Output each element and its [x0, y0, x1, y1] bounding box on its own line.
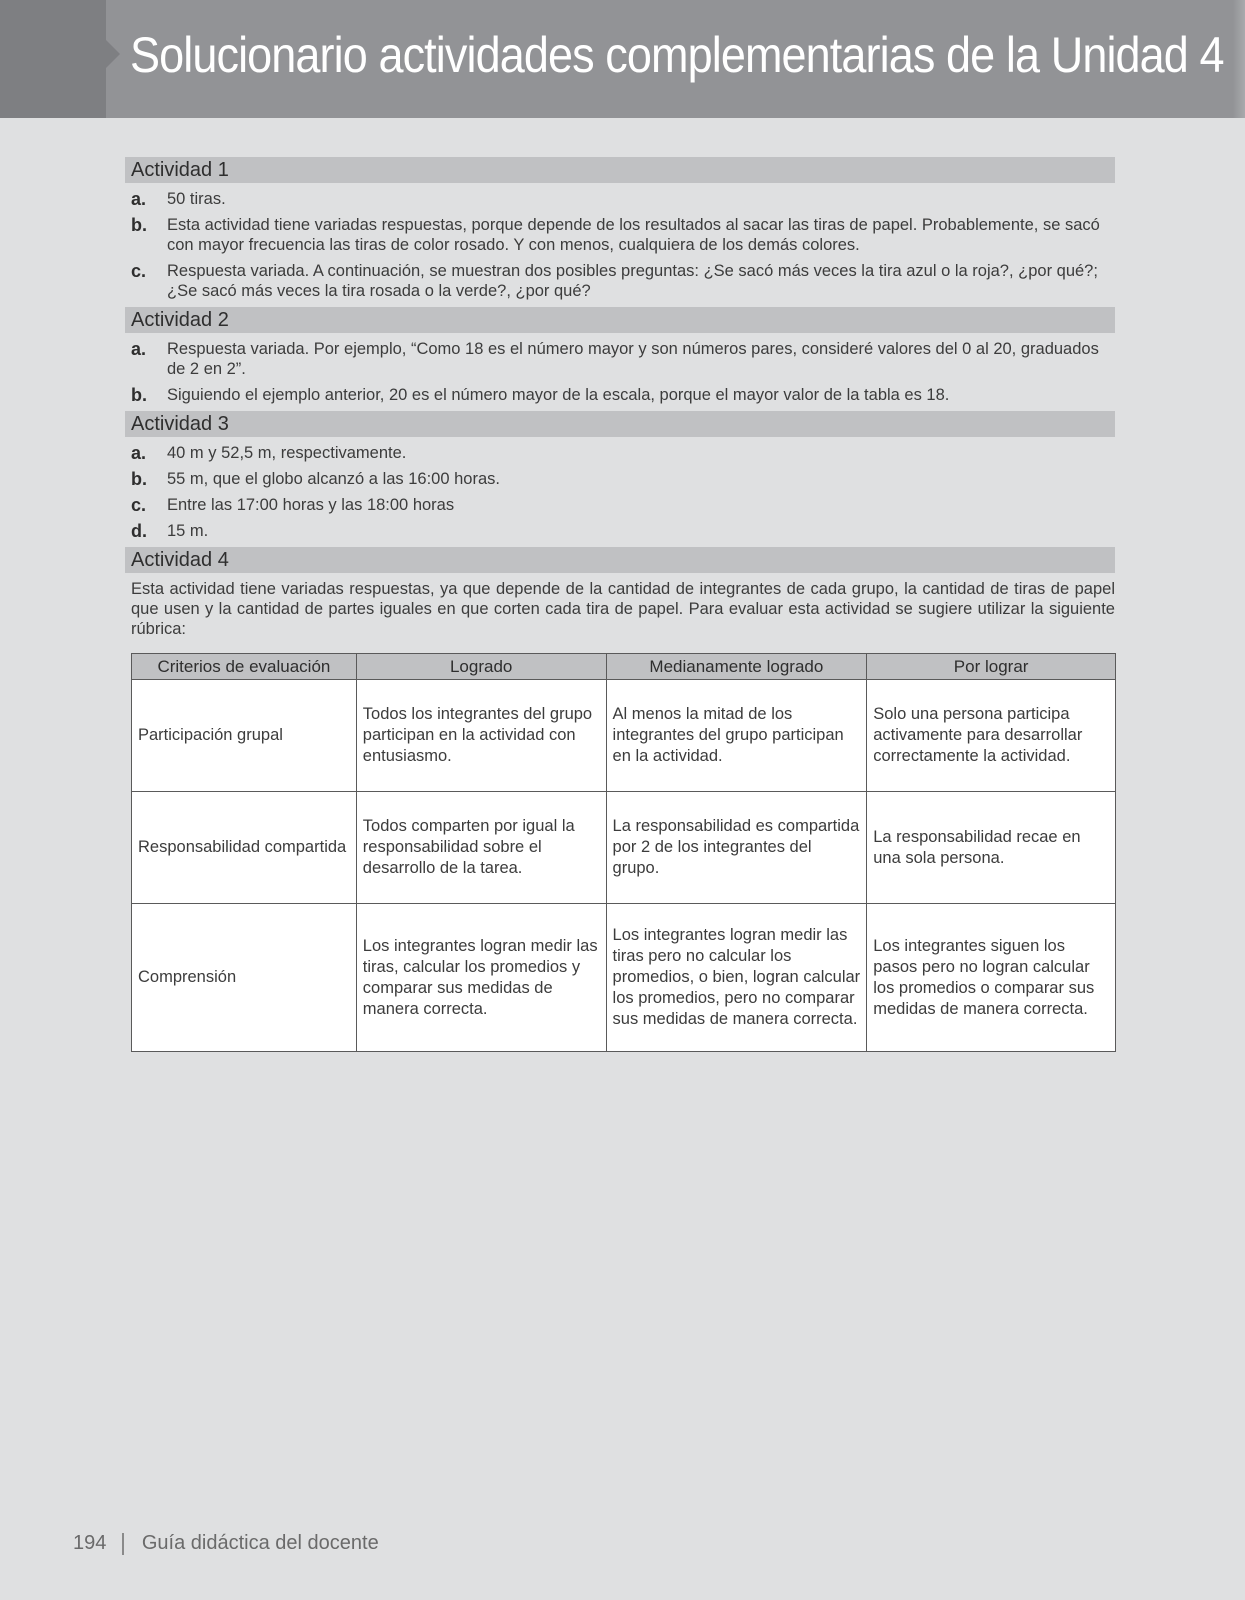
table-cell: La responsabilidad recae en una sola persona. — [867, 792, 1116, 904]
list-item — [125, 521, 1115, 541]
list-item — [125, 495, 1115, 515]
table-header-row — [132, 654, 1116, 680]
list-item — [125, 385, 1115, 405]
header-edge — [1233, 0, 1245, 118]
section-title-actividad-3: Actividad 3 — [125, 411, 1115, 437]
item-text: Entre las 17:00 horas y las 18:00 horas — [167, 496, 455, 514]
item-letter: a. — [131, 339, 147, 359]
item-text: Siguiendo el ejemplo anterior, 20 es el número mayor de la escala, porque el mayor valor de la tabla es 18. — [167, 386, 950, 404]
page-footer — [73, 1532, 379, 1555]
table-cell: Responsabilidad compartida — [132, 792, 357, 904]
item-letter: c. — [131, 495, 147, 515]
table-cell: Los integrantes logran medir las tiras pero no calcular los promedios, o bien, logran calcular los promedios, pero no comparar sus medidas de manera correcta. — [606, 904, 867, 1052]
table-cell: Solo una persona participa activamente para desarrollar correctamente la actividad. — [867, 680, 1116, 792]
item-letter: d. — [131, 521, 147, 541]
list-item — [125, 469, 1115, 489]
table-header-cell: Medianamente logrado — [606, 654, 867, 680]
item-text: Respuesta variada. A continuación, se muestran dos posibles preguntas: ¿Se sacó más veces la tira azul o la roja?, ¿por qué?; ¿Se sacó más veces la tira rosada o la verde?, ¿por qué? — [167, 262, 1098, 300]
rubric-table — [131, 653, 1116, 1052]
table-cell: Todos los integrantes del grupo participan en la actividad con entusiasmo. — [356, 680, 606, 792]
item-text: 50 tiras. — [167, 190, 226, 208]
item-text: 55 m, que el globo alcanzó a las 16:00 horas. — [167, 470, 500, 488]
section-title-actividad-1: Actividad 1 — [125, 157, 1115, 183]
item-letter: b. — [131, 385, 147, 405]
item-letter: b. — [131, 469, 147, 489]
section-title-actividad-4: Actividad 4 — [125, 547, 1115, 573]
table-cell: Todos comparten por igual la responsabilidad sobre el desarrollo de la tarea. — [356, 792, 606, 904]
table-header-cell: Criterios de evaluación — [132, 654, 357, 680]
section-title-actividad-2: Actividad 2 — [125, 307, 1115, 333]
list-item — [125, 189, 1115, 209]
table-cell: Comprensión — [132, 904, 357, 1052]
actividad-4-paragraph: Esta actividad tiene variadas respuestas, ya que depende de la cantidad de integrantes de cada grupo, la cantidad de tiras de papel que usen y la cantidad de partes iguales en que corten cada tira de papel. Para evaluar esta actividad se sugiere utilizar la siguiente rúbrica: — [131, 580, 1115, 638]
table-header-cell: Logrado — [356, 654, 606, 680]
table-row — [132, 792, 1116, 904]
table-cell: Los integrantes logran medir las tiras, calcular los promedios y comparar sus medidas de manera correcta. — [356, 904, 606, 1052]
header-tab — [0, 0, 106, 118]
table-row — [132, 904, 1116, 1052]
page-title: Solucionario actividades complementarias de la Unidad 4 — [130, 27, 1224, 83]
book-title: Guía didáctica del docente — [141, 1532, 379, 1554]
list-item — [125, 339, 1115, 379]
footer-divider — [122, 1533, 124, 1555]
table-cell: Los integrantes siguen los pasos pero no logran calcular los promedios o comparar sus medidas de manera correcta. — [867, 904, 1116, 1052]
page-number: 194 — [73, 1532, 107, 1554]
table-cell: Participación grupal — [132, 680, 357, 792]
table-cell: Al menos la mitad de los integrantes del grupo participan en la actividad. — [606, 680, 867, 792]
item-letter: a. — [131, 189, 147, 209]
main-content — [125, 157, 1115, 1052]
item-text: 40 m y 52,5 m, respectivamente. — [167, 444, 407, 462]
item-letter: c. — [131, 261, 147, 281]
item-text: Esta actividad tiene variadas respuestas, porque depende de los resultados al sacar las tiras de papel. Probablemente, se sacó con mayor frecuencia las tiras de color rosado. Y con menos, cualquiera de los demás colores. — [167, 216, 1100, 254]
table-row — [132, 680, 1116, 792]
list-item — [125, 215, 1115, 255]
item-text: 15 m. — [167, 522, 209, 540]
list-item — [125, 261, 1115, 301]
header-notch — [106, 40, 120, 68]
item-text: Respuesta variada. Por ejemplo, “Como 18 es el número mayor y son números pares, consideré valores del 0 al 20, graduados de 2 en 2”. — [167, 340, 1099, 378]
item-letter: a. — [131, 443, 147, 463]
list-item — [125, 443, 1115, 463]
table-cell: La responsabilidad es compartida por 2 de los integrantes del grupo. — [606, 792, 867, 904]
table-header-cell: Por lograr — [867, 654, 1116, 680]
item-letter: b. — [131, 215, 147, 235]
page-header — [0, 0, 1245, 118]
